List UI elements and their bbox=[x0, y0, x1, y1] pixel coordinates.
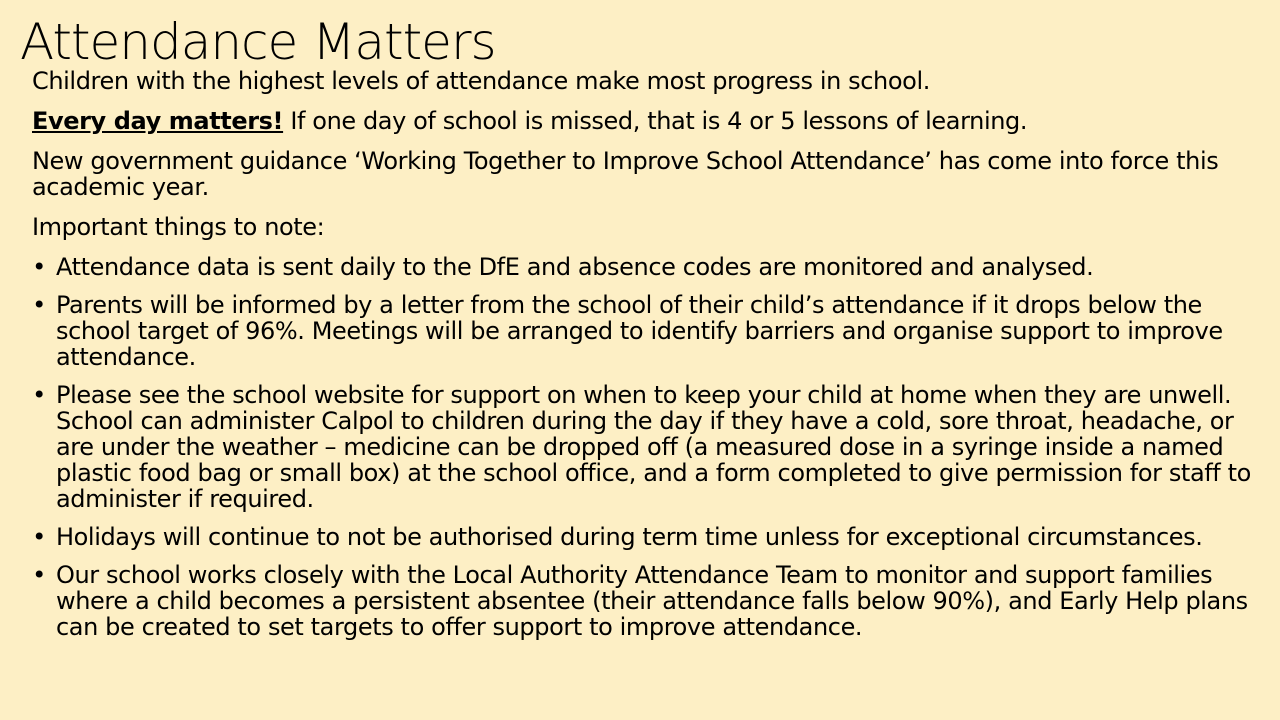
slide-title: Attendance Matters bbox=[20, 13, 496, 71]
every-day-paragraph bbox=[32, 108, 1262, 134]
bullet-icon: • bbox=[32, 253, 46, 281]
bullet-icon: • bbox=[32, 291, 46, 319]
bullet-icon: • bbox=[32, 523, 46, 551]
list-item bbox=[32, 562, 1262, 640]
list-item bbox=[32, 292, 1262, 370]
guidance-text: New government guidance ‘Working Together to Improve School Attendance’ has come into force this academic year. bbox=[32, 147, 1219, 201]
list-item-text: Attendance data is sent daily to the DfE and absence codes are monitored and analysed. bbox=[56, 253, 1094, 281]
notes-list bbox=[32, 254, 1262, 640]
list-item-text: Please see the school website for support on when to keep your child at home when they are unwell. School can administer Calpol to children during the day if they have a cold, sore throat, headache, or are under the weather – medicine can be dropped off (a measured dose in a syringe inside a named plastic food bag or small box) at the school office, and a form completed to give permission for staff to administer if required. bbox=[56, 381, 1251, 513]
bullet-icon: • bbox=[32, 381, 46, 409]
list-item-text: Parents will be informed by a letter from the school of their child’s attendance if it drops below the school target of 96%. Meetings will be arranged to identify barriers and organise support to improve attendance. bbox=[56, 291, 1223, 371]
important-heading: Important things to note: bbox=[32, 213, 325, 241]
list-item-text: Holidays will continue to not be authorised during term time unless for exceptional circumstances. bbox=[56, 523, 1203, 551]
intro-text: Children with the highest levels of attendance make most progress in school. bbox=[32, 67, 930, 95]
list-item bbox=[32, 254, 1262, 280]
list-item-text: Our school works closely with the Local Authority Attendance Team to monitor and support families where a child becomes a persistent absentee (their attendance falls below 90%), and Early Help plans can be created to set targets to offer support to improve attendance. bbox=[56, 561, 1248, 641]
bullet-icon: • bbox=[32, 561, 46, 589]
list-item bbox=[32, 524, 1262, 550]
list-item bbox=[32, 382, 1262, 512]
every-day-rest: If one day of school is missed, that is 4 or 5 lessons of learning. bbox=[283, 107, 1028, 135]
slide-body bbox=[32, 68, 1262, 652]
every-day-emphasis: Every day matters! bbox=[32, 107, 284, 135]
